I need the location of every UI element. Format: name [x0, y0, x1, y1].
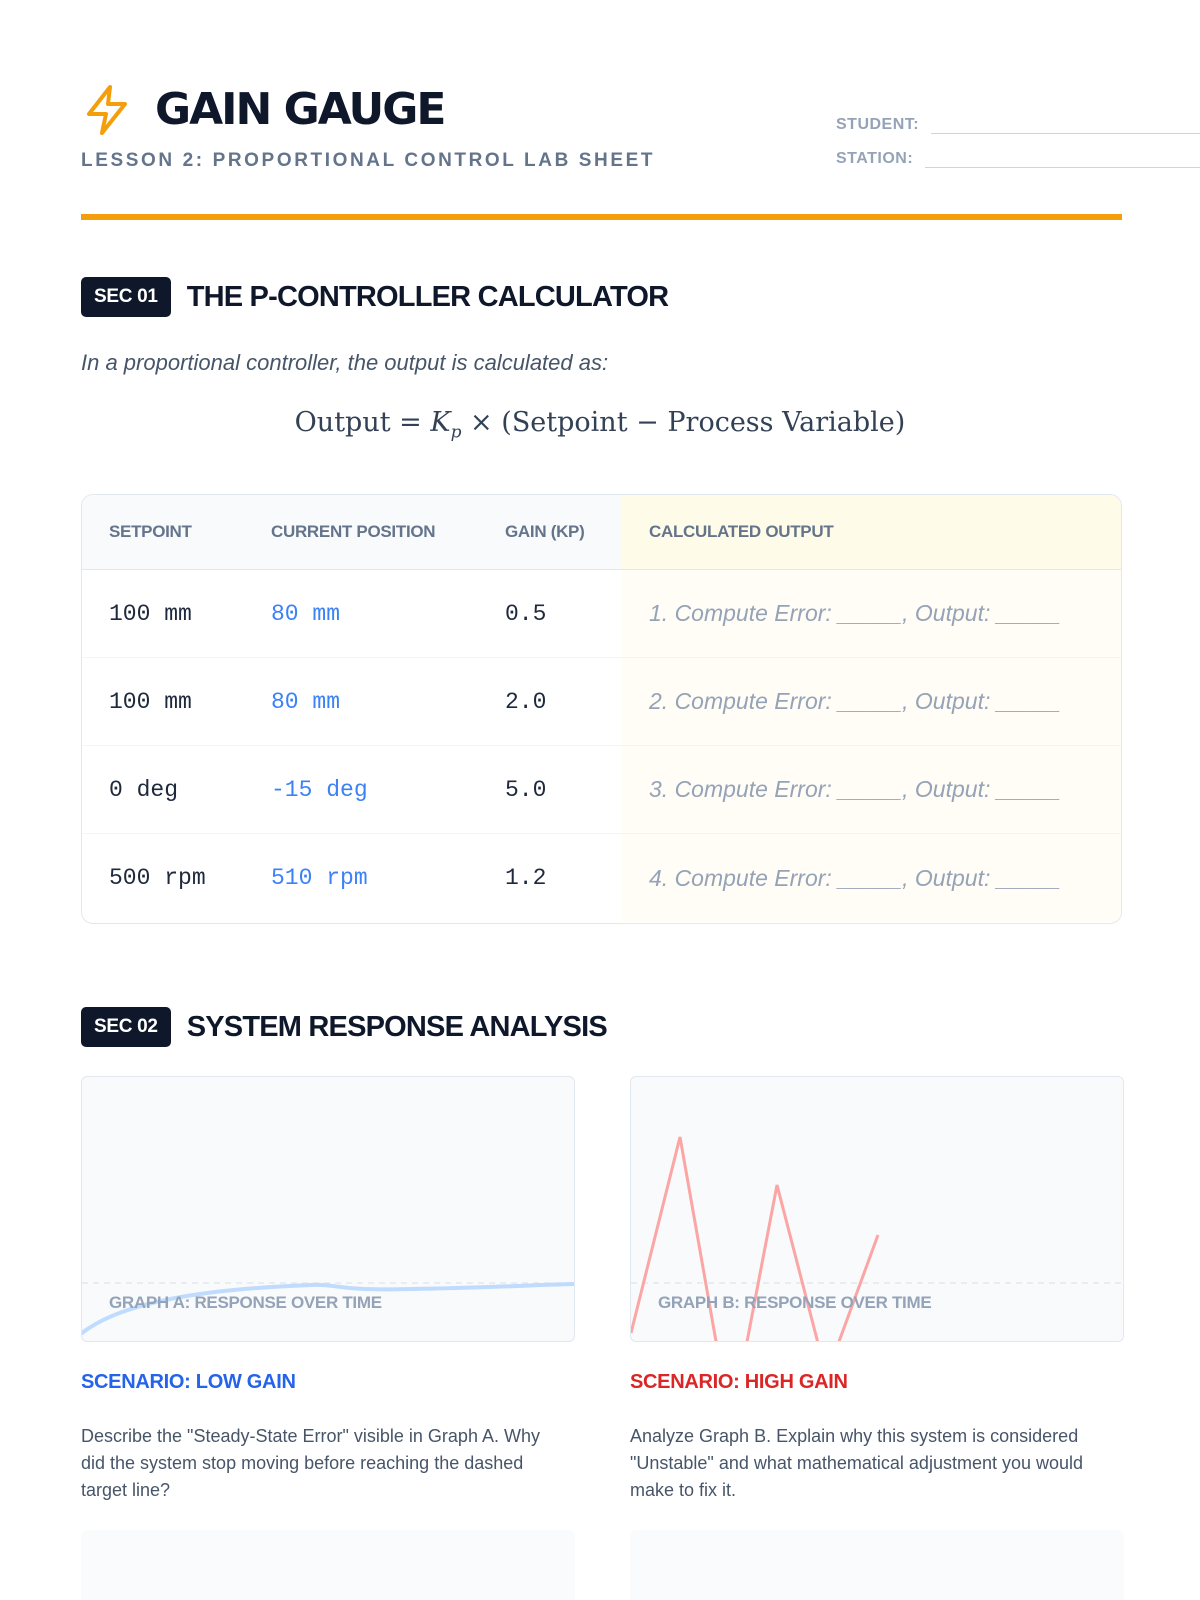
formula-equals: = [399, 407, 422, 438]
position-cell: -15 deg [271, 776, 368, 803]
section-tag: SEC 01 [81, 277, 171, 317]
formula-open-paren: ( [501, 407, 512, 438]
position-cell: 510 rpm [271, 865, 368, 891]
gain-cell: 5.0 [505, 776, 547, 803]
header-divider [81, 214, 1122, 220]
lightning-bolt-icon [81, 84, 133, 136]
formula-times: × [470, 407, 493, 438]
setpoint-cell: 100 mm [109, 600, 192, 627]
header-calculated-output: CALCULATED OUTPUT [622, 495, 1121, 569]
graph-a-caption: GRAPH A: RESPONSE OVER TIME [109, 1293, 382, 1312]
output-answer-cell[interactable]: 4. Compute Error: _____, Output: _____ [622, 834, 1121, 922]
setpoint-cell: 100 mm [109, 688, 192, 715]
scenario-high-gain-title: SCENARIO: HIGH GAIN [630, 1371, 848, 1393]
gain-cell: 0.5 [505, 600, 547, 627]
section-title: THE P-CONTROLLER CALCULATOR [186, 280, 669, 313]
station-label: STATION: [836, 150, 914, 167]
page-header [81, 82, 1122, 222]
output-answer-cell[interactable]: 2. Compute Error: _____, Output: _____ [622, 658, 1121, 745]
position-cell: 80 mm [271, 688, 341, 715]
calculator-table [81, 494, 1122, 924]
answer-box-b[interactable] [630, 1530, 1124, 1600]
table-header [82, 495, 1121, 570]
output-answer-cell[interactable]: 1. Compute Error: _____, Output: _____ [622, 570, 1121, 657]
station-field[interactable] [925, 146, 1200, 168]
header-gain: GAIN (KP) [505, 522, 585, 541]
table-row [82, 746, 1121, 834]
student-row [836, 100, 1200, 134]
section-2-heading [81, 1007, 607, 1047]
table-row [82, 570, 1121, 658]
table-row [82, 658, 1121, 746]
intro-text: In a proportional controller, the output is calculated as: [81, 350, 609, 375]
formula-setpoint: Setpoint [511, 407, 628, 438]
scenario-low-gain-title: SCENARIO: LOW GAIN [81, 1371, 296, 1393]
section-1-heading [81, 277, 668, 317]
position-cell: 80 mm [271, 600, 341, 627]
formula-process-variable: Process Variable [667, 407, 895, 438]
setpoint-cell: 0 deg [109, 776, 179, 803]
student-name-field[interactable] [931, 112, 1200, 134]
header-setpoint: SETPOINT [109, 522, 192, 541]
formula-output: Output [294, 407, 391, 438]
student-info [836, 100, 1200, 168]
section-title: SYSTEM RESPONSE ANALYSIS [186, 1010, 607, 1043]
formula [0, 407, 1200, 442]
setpoint-cell: 500 rpm [109, 865, 206, 891]
section-tag: SEC 02 [81, 1007, 171, 1047]
table-row [82, 834, 1121, 922]
gain-cell: 1.2 [505, 865, 547, 891]
graph-a [81, 1076, 575, 1342]
lesson-subtitle: LESSON 2: PROPORTIONAL CONTROL LAB SHEET [81, 150, 656, 171]
formula-close-paren: ) [894, 407, 906, 438]
answer-box-a[interactable] [81, 1530, 575, 1600]
student-label: STUDENT: [836, 116, 920, 133]
formula-kp: $K_p$ [430, 407, 462, 443]
graph-b [630, 1076, 1124, 1342]
graph-b-caption: GRAPH B: RESPONSE OVER TIME [658, 1293, 932, 1312]
formula-minus: − [636, 407, 659, 438]
scenario-low-gain-question: Describe the "Steady-State Error" visible in Graph A. Why did the system stop moving before reaching the dashed target line? [81, 1426, 540, 1500]
output-answer-cell[interactable]: 3. Compute Error: _____, Output: _____ [622, 746, 1121, 833]
header-current-position: CURRENT POSITION [271, 522, 436, 541]
scenario-high-gain-question: Analyze Graph B. Explain why this system is considered "Unstable" and what mathematical adjustment you would make to fix it. [630, 1426, 1084, 1500]
station-row [836, 134, 1200, 168]
gain-cell: 2.0 [505, 688, 547, 715]
brand-title: GAIN GAUGE [155, 84, 445, 135]
